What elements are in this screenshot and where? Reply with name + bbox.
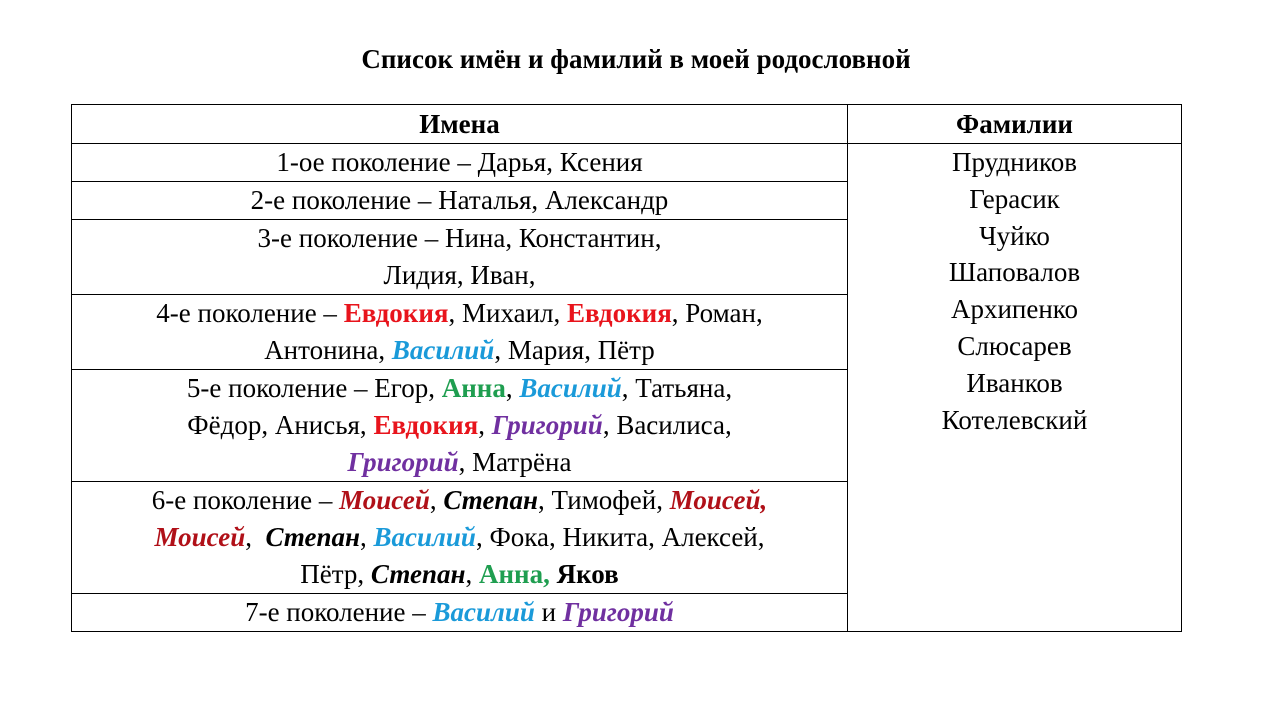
generation-text: , bbox=[465, 559, 479, 589]
generation-text: и bbox=[534, 597, 563, 627]
highlighted-name: Яков bbox=[549, 559, 619, 589]
generation-text: Фёдор, Анисья, bbox=[187, 410, 374, 440]
generation-names-cell bbox=[72, 482, 848, 594]
generation-text: , Роман, bbox=[671, 298, 763, 328]
generation-text: , bbox=[245, 522, 266, 552]
surname-item: Герасик bbox=[969, 183, 1060, 214]
generation-line bbox=[76, 594, 843, 631]
generation-line bbox=[76, 444, 843, 481]
generation-text: 6-е поколение – bbox=[151, 485, 340, 515]
generation-text: 2-е поколение – Наталья, Александр bbox=[250, 185, 669, 215]
generation-line bbox=[76, 182, 843, 219]
generation-line bbox=[76, 257, 843, 294]
surname-item: Архипенко bbox=[950, 294, 1079, 325]
generation-names-cell bbox=[72, 370, 848, 482]
highlighted-name: Василий bbox=[373, 522, 476, 552]
generation-text: , bbox=[429, 485, 444, 515]
highlighted-name: Моисей, bbox=[669, 485, 768, 515]
generation-text: , bbox=[360, 522, 374, 552]
highlighted-name: Василий bbox=[432, 597, 535, 627]
generation-text: , bbox=[505, 373, 520, 403]
generation-text: 1-ое поколение – Дарья, Ксения bbox=[276, 147, 643, 177]
surname-item: Иванков bbox=[966, 367, 1063, 398]
generation-names-cell bbox=[72, 220, 848, 295]
generation-text: Антонина, bbox=[264, 335, 392, 365]
highlighted-name: Григорий bbox=[491, 410, 603, 440]
generation-text: Лидия, Иван, bbox=[383, 260, 536, 290]
highlighted-name: Евдокия bbox=[567, 298, 672, 328]
surname-item: Слюсарев bbox=[957, 330, 1072, 361]
genealogy-table bbox=[71, 104, 1182, 632]
surnames-cell bbox=[848, 144, 1182, 632]
generation-names-cell bbox=[72, 182, 848, 220]
table-body bbox=[72, 144, 1182, 632]
surname-item: Котелевский bbox=[941, 404, 1088, 435]
generation-line bbox=[76, 144, 843, 181]
surname-item: Чуйко bbox=[979, 220, 1050, 251]
names-column-header: Имена bbox=[72, 105, 848, 144]
generation-line bbox=[76, 295, 843, 332]
generation-row bbox=[72, 144, 1182, 182]
generation-line bbox=[76, 519, 843, 556]
generation-names-cell bbox=[72, 295, 848, 370]
highlighted-name: Степан bbox=[370, 559, 466, 589]
surname-item: Прудников bbox=[951, 147, 1078, 177]
generation-text: Пётр, bbox=[300, 559, 371, 589]
generation-text: , Мария, Пётр bbox=[494, 335, 655, 365]
surnames-column-header: Фамилии bbox=[848, 105, 1182, 144]
generation-text: , Матрёна bbox=[458, 447, 572, 477]
highlighted-name: Анна bbox=[441, 373, 506, 403]
highlighted-name: Моисей bbox=[154, 522, 246, 552]
table-header-row bbox=[72, 105, 1182, 144]
highlighted-name: Степан bbox=[443, 485, 538, 515]
highlighted-name: Евдокия bbox=[343, 298, 449, 328]
highlighted-name: Григорий bbox=[562, 597, 674, 627]
generation-line bbox=[76, 482, 843, 519]
generation-line bbox=[76, 370, 843, 407]
highlighted-name: Моисей bbox=[339, 485, 430, 515]
generation-line bbox=[76, 332, 843, 369]
generation-line bbox=[76, 220, 843, 257]
highlighted-name: Василий bbox=[519, 373, 622, 403]
highlighted-name: Степан bbox=[265, 522, 361, 552]
surname-item: Шаповалов bbox=[948, 257, 1081, 288]
generation-line bbox=[76, 556, 843, 593]
highlighted-name: Анна, bbox=[478, 559, 550, 589]
highlighted-name: Василий bbox=[391, 335, 495, 365]
highlighted-name: Евдокия bbox=[373, 410, 479, 440]
generation-text: , Василиса, bbox=[602, 410, 732, 440]
generation-text: 5-е поколение – Егор, bbox=[186, 373, 442, 403]
page-title: Список имён и фамилий в моей родословной bbox=[361, 44, 911, 74]
generation-line bbox=[76, 407, 843, 444]
generation-names-cell bbox=[72, 594, 848, 632]
generation-text: , Михаил, bbox=[448, 298, 567, 328]
generation-text: , bbox=[478, 410, 492, 440]
generation-text: 7-е поколение – bbox=[245, 597, 433, 627]
generation-text: 3-е поколение – Нина, Константин, bbox=[257, 223, 662, 253]
generation-names-cell bbox=[72, 144, 848, 182]
generation-text: , Тимофей, bbox=[537, 485, 670, 515]
generation-text: , Татьяна, bbox=[621, 373, 733, 403]
generation-text: 4-е поколение – bbox=[156, 298, 344, 328]
generation-text: , Фока, Никита, Алексей, bbox=[475, 522, 765, 552]
highlighted-name: Григорий bbox=[347, 447, 459, 477]
